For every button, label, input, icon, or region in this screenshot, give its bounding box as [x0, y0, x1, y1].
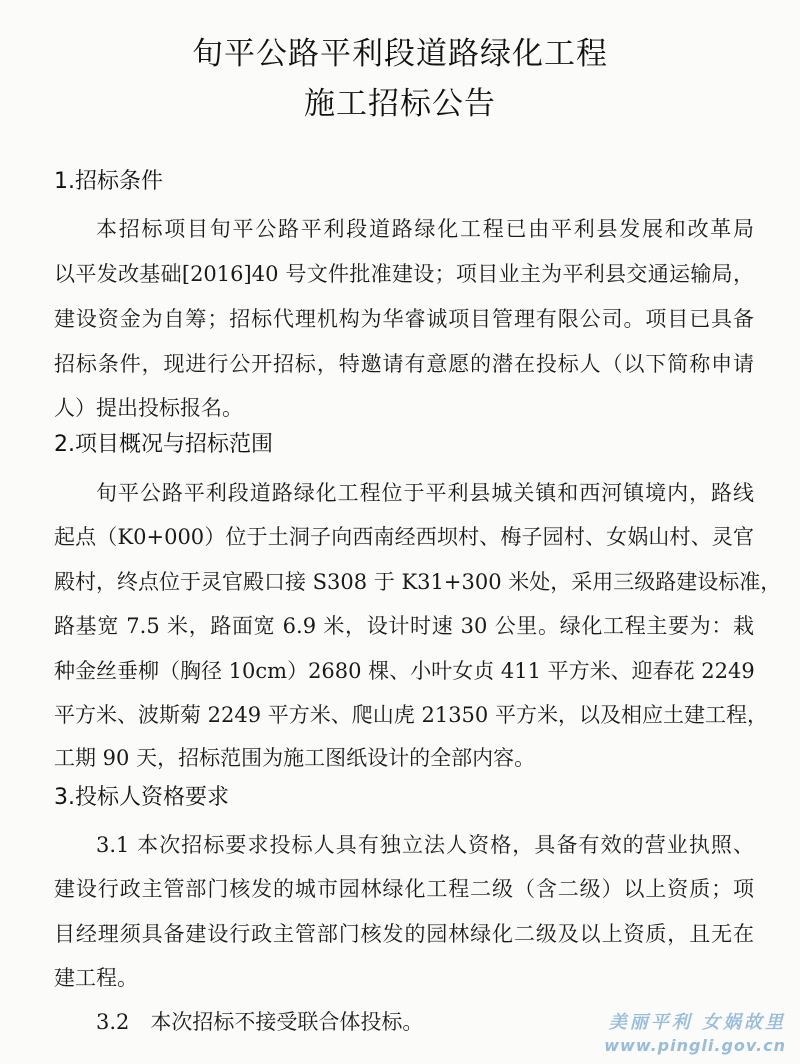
- site-watermark-url: www.pingli.gov.cn: [604, 1036, 786, 1055]
- document-subtitle: 施工招标公告: [304, 86, 496, 122]
- paragraph-line: 平方米、波斯菊 2249 平方米、爬山虎 21350 平方米，以及相应土建工程，: [54, 703, 768, 727]
- paragraph-line: 工期 90 天，招标范围为施工图纸设计的全部内容。: [54, 746, 536, 770]
- paragraph-line: 路基宽 7.5 米，路面宽 6.9 米，设计时速 30 公里。绿化工程主要为：栽: [54, 614, 754, 638]
- paragraph-line: 起点（K0+000）位于土洞子向西南经西坝村、梅子园村、女娲山村、灵官: [54, 525, 754, 549]
- section-heading: 2.项目概况与招标范围: [54, 432, 273, 457]
- site-watermark-slogan: 美丽平利 女娲故里: [608, 1012, 786, 1033]
- paragraph-line: 招标条件，现进行公开招标，特邀请有意愿的潜在投标人（以下简称申请: [54, 352, 754, 376]
- paragraph-line: 3.1 本次招标要求投标人具有独立法人资格，具备有效的营业执照、: [96, 833, 754, 857]
- paragraph-line: 本招标项目旬平公路平利段道路绿化工程已由平利县发展和改革局: [96, 217, 754, 241]
- paragraph-line: 殿村，终点位于灵官殿口接 S308 于 K31+300 米处，采用三级路建设标准，: [54, 570, 782, 594]
- paragraph-line: 目经理须具备建设行政主管部门核发的园林绿化二级及以上资质，且无在: [54, 922, 754, 946]
- paragraph-line: 旬平公路平利段道路绿化工程位于平利县城关镇和西河镇境内，路线: [96, 481, 754, 505]
- paragraph-line: 种金丝垂柳（胸径 10cm）2680 棵、小叶女贞 411 平方米、迎春花 2249: [54, 659, 755, 683]
- paragraph-line: 建设资金为自筹；招标代理机构为华睿诚项目管理有限公司。项目已具备: [54, 307, 754, 331]
- paragraph-line: 3.2 本次招标不接受联合体投标。: [96, 1010, 424, 1034]
- section-heading: 1.招标条件: [54, 169, 163, 194]
- paragraph-line: 建设行政主管部门核发的城市园林绿化工程二级（含二级）以上资质；项: [54, 877, 754, 901]
- paragraph-line: 以平发改基础[2016]40 号文件批准建设；项目业主为平利县交通运输局，: [54, 262, 754, 286]
- paragraph-line: 建工程。: [54, 966, 138, 990]
- paragraph-line: 人）提出投标报名。: [54, 396, 243, 420]
- document-title: 旬平公路平利段道路绿化工程: [192, 36, 608, 72]
- section-heading: 3.投标人资格要求: [54, 785, 229, 810]
